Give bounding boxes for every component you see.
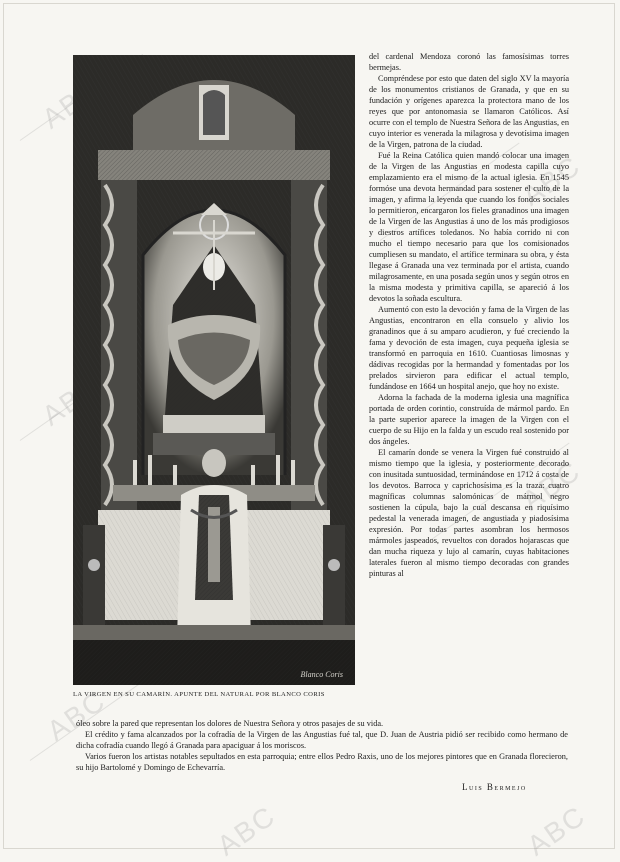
watermark: ABC xyxy=(516,149,587,212)
watermark: ABC xyxy=(36,72,107,135)
paragraph: Varios fueron los artistas notables sepultados en esta parroquia; entre ellos Pedro Raxis, uno de los mejores pintores que en Granada florecieron, su hijo Bartolomé y Domingo de Echevarría. xyxy=(76,752,568,772)
figure-caption: LA VIRGEN EN SU CAMARÍN. APUNTE DEL NATURAL POR BLANCO CORIS xyxy=(73,691,325,698)
watermark: ABC xyxy=(516,454,587,517)
watermark: ABC xyxy=(211,799,282,862)
engraving-virgin-camarin xyxy=(73,55,355,685)
artist-signature: Blanco Coris xyxy=(300,670,343,679)
author-signature: Luis Bermejo xyxy=(462,782,527,792)
watermark: ABC xyxy=(41,684,112,747)
full-width-text xyxy=(76,718,568,773)
paragraph: El camarín donde se venera la Virgen fué construido al mismo tiempo que la iglesia, y posteriormente decorado con inusitada suntuosidad, terminándose en 1712 á costa de los devotos. Barroca y caprichosísima es la traza: cuatro magníficas columnas salomónicas de mármol negro sostienen la cúpula, bajo la cual descansa en riquísimo pedestal la venerada imagen, de angustiada y piadosísima expresión. Por todas partes asombran los hermosos mármoles jaspeados, revueltos con dorados hojarascas que dan mucha riqueza y lujo al camarín, cuyas habitaciones laterales fueron al mismo tiempo decoradas con grandes pinturas al xyxy=(369,448,569,578)
paragraph: Fué la Reina Católica quien mandó colocar una imagen de la Virgen de las Angustias en modesta capilla cuyo emplazamiento era el mismo de la actual iglesia. En 1545 formóse una devota hermandad para sostener el culto de la imagen, y afirma la leyenda que cuando los fondos sociales lo permitieron, encargaron los fieles granadinos una imagen de la Virgen de las Angustias á uno de los más prodigiosos y diestros artífices toledanos. No había corrido ni con mucho el tiempo necesario para que los comisionados cumpliesen su mandato, el artífice terminara su obra, y ésta llegase á Granada una vez terminada por el artista, cuando milagrosamente, en una posada según unos y según otros en la misma modesta y primitiva capilla, se apareció á los devotos la soñada escultura. xyxy=(369,151,569,303)
watermark: ABC xyxy=(521,799,592,862)
watermark: ABC xyxy=(36,369,107,432)
paragraph: El crédito y fama alcanzados por la cofradía de la Virgen de las Angustias fué tal, que D. Juan de Austria pidió ser recibido como hermano de dicha cofradía cuando llegó á Granada para apaciguar á los moriscos. xyxy=(76,730,568,750)
paragraph: Aumentó con esto la devoción y fama de la Virgen de las Angustias, encontraron en ella consuelo y alivio los granadinos que á su amparo acudieron, y fué creciendo la fama y devoción de esta imagen, cuya pequeña iglesia se transformó en parroquia en 1610. Cuantiosas limosnas y dádivas recogidas por la hermandad y fomentadas por los prelados sirvieron para edificar el actual templo, fundándose en 1664 un hospital anejo, que hoy no existe. xyxy=(369,305,569,391)
paragraph: del cardenal Mendoza coronó las famosísimas torres bermejas. xyxy=(369,52,569,72)
right-column xyxy=(369,51,569,579)
paragraph: óleo sobre la pared que representan los dolores de Nuestra Señora y otros pasajes de su vida. xyxy=(76,719,384,728)
paragraph: Compréndese por esto que daten del siglo XV la mayoría de los monumentos cristianos de Granada, y que en su fundación y orígenes aparezca la protectora mano de los reyes que por antonomasia se llamaron Católicos. Así ocurre con el templo de Nuestra Señora de las Angustias, en cuyo interior es venerada la milagrosa y devotísima imagen de la Virgen, patrona de la ciudad. xyxy=(369,74,569,149)
paragraph: Adorna la fachada de la moderna iglesia una magnífica portada de orden corintio, construída de mármol pardo. En la parte superior aparece la imagen de la Virgen con el cuerpo de su Hijo en la falda y un escudo real sostenido por dos ángeles. xyxy=(369,393,569,446)
